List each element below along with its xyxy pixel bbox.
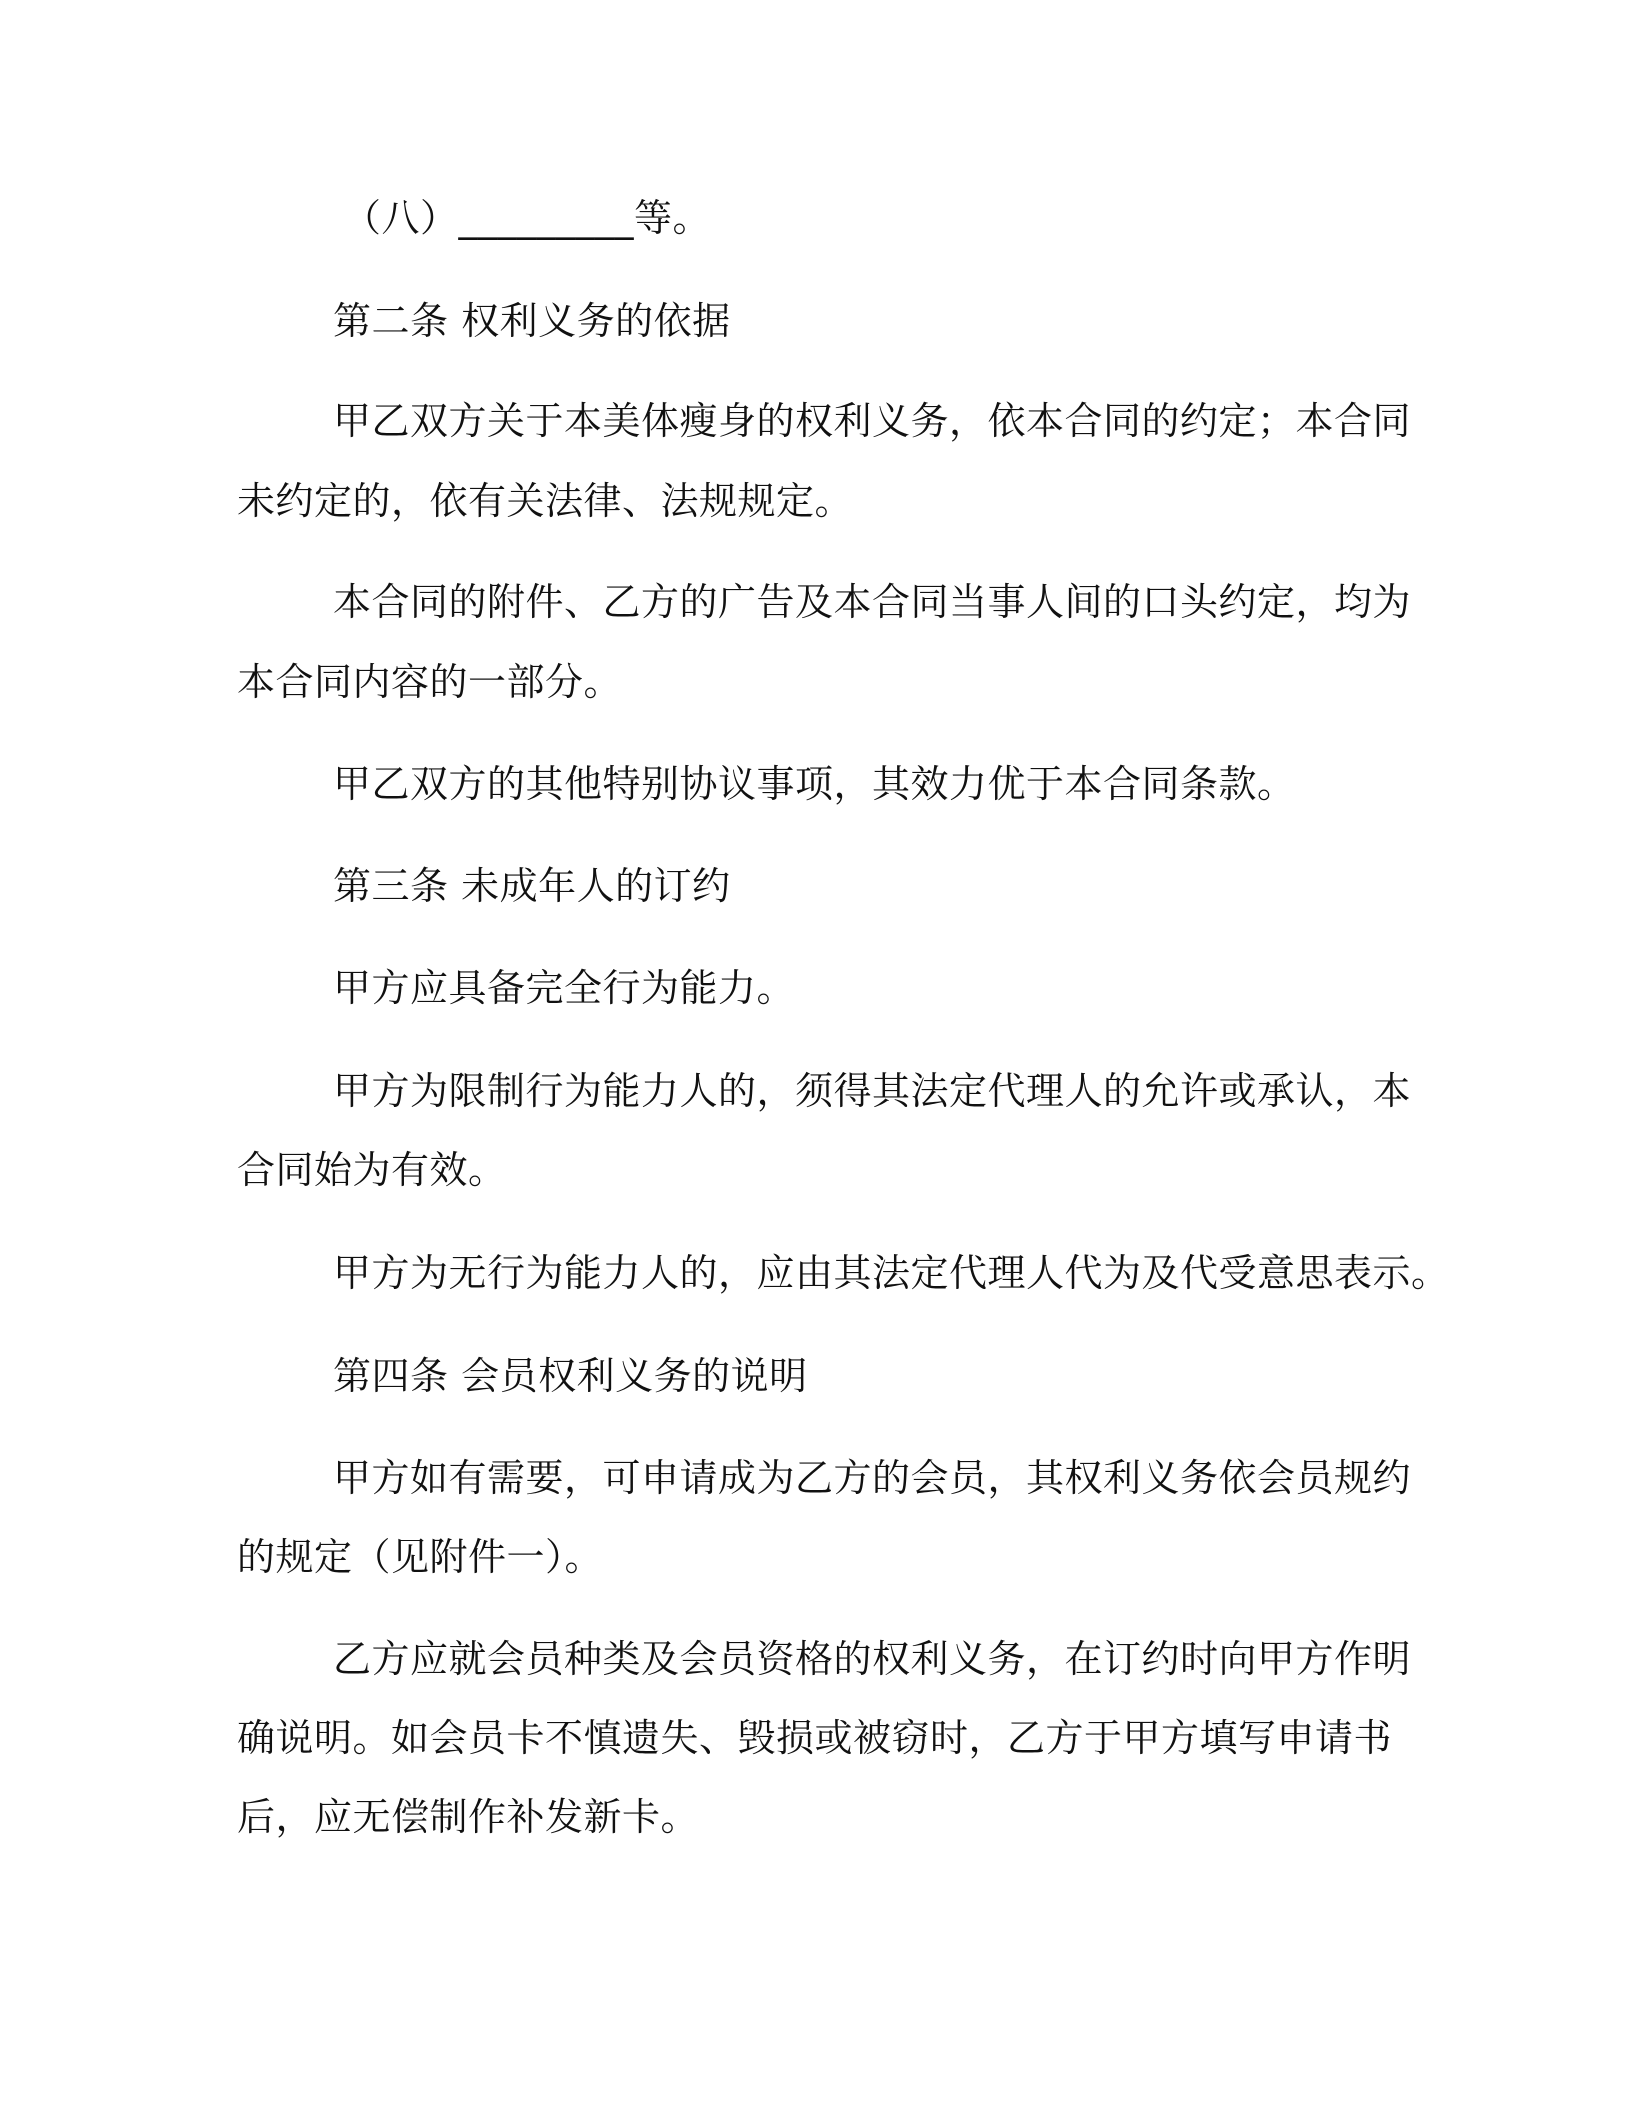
article-three-paragraph-2-line-1: 甲方为限制行为能力人的，须得其法定代理人的允许或承认，本 [333, 1069, 1412, 1113]
article-four-paragraph-2-line-3: 后，应无偿制作补发新卡。 [237, 1795, 700, 1839]
list-item-eight: （八）_________等。 [343, 196, 712, 240]
article-four-paragraph-1-line-2: 的规定（见附件一）。 [237, 1535, 604, 1579]
article-two-heading: 第二条 权利义务的依据 [333, 299, 731, 343]
article-two-paragraph-1-line-2: 未约定的，依有关法律、法规规定。 [237, 479, 854, 523]
article-three-paragraph-1: 甲方应具备完全行为能力。 [333, 966, 796, 1010]
article-four-paragraph-1-line-1: 甲方如有需要，可申请成为乙方的会员，其权利义务依会员规约 [333, 1456, 1412, 1500]
article-four-heading: 第四条 会员权利义务的说明 [333, 1354, 808, 1398]
article-two-paragraph-1-line-1: 甲乙双方关于本美体瘦身的权利义务，依本合同的约定；本合同 [333, 399, 1412, 443]
article-three-paragraph-2-line-2: 合同始为有效。 [237, 1148, 507, 1192]
article-two-paragraph-2-line-2: 本合同内容的一部分。 [237, 660, 623, 704]
article-two-paragraph-3: 甲乙双方的其他特别协议事项，其效力优于本合同条款。 [333, 762, 1296, 806]
article-three-heading: 第三条 未成年人的订约 [333, 864, 731, 908]
article-three-paragraph-3: 甲方为无行为能力人的，应由其法定代理人代为及代受意思表示。 [333, 1251, 1450, 1295]
article-four-paragraph-2-line-2: 确说明。如会员卡不慎遗失、毁损或被窃时，乙方于甲方填写申请书 [237, 1716, 1393, 1760]
article-four-paragraph-2-line-1: 乙方应就会员种类及会员资格的权利义务，在订约时向甲方作明 [333, 1637, 1412, 1681]
article-two-paragraph-2-line-1: 本合同的附件、乙方的广告及本合同当事人间的口头约定，均为 [333, 580, 1412, 624]
